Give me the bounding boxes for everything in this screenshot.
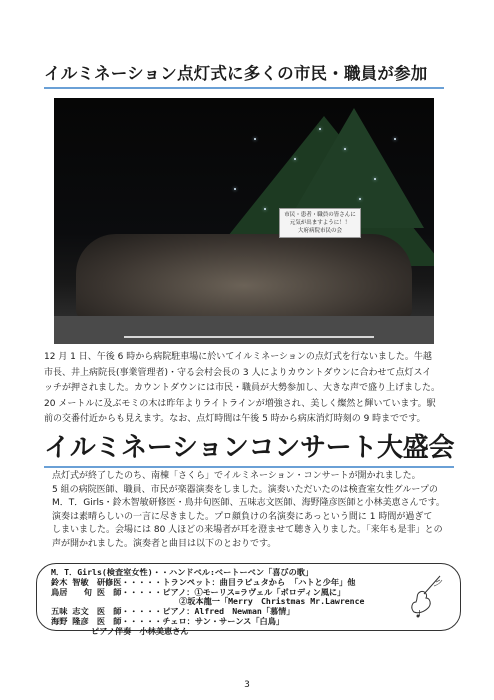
photo-light [294, 158, 296, 160]
paragraph-line: 前の交番付近からも見えます。なお、点灯時間は午後 5 時から病床消灯時刻の 9 時までです。 [44, 414, 426, 425]
photo-light [359, 198, 361, 200]
paragraph-line: M．T．Girls・鈴木智敏研修医・鳥井旬医師、五味志文医師、海野隆彦医師と小林美恵さんです。 [52, 498, 445, 509]
banner-line: 市民・患者・職員の皆さんに [284, 212, 356, 218]
program-item: ピアノ伴奏 小林美恵さん [91, 625, 189, 636]
paragraph-line: しまいました。会場には 80 人ほどの来場者が耳を澄ませて聴き入りました。「来年も是非」との [52, 525, 443, 536]
paragraph-line: 市長、井上病院長(事業管理者)・守る会村会長の 3 人によりカウントダウンに合わせて点灯スイ [44, 367, 432, 378]
concert-paragraph [52, 470, 464, 552]
concert-program-box [36, 563, 461, 636]
page-number: 3 [244, 680, 250, 690]
photo-light [264, 208, 266, 210]
paragraph-line: 点灯式が終了したのち、南棟「さくら」でイルミネーション・コンサートが開かれました。 [52, 471, 421, 481]
headline-illumination-lighting: イルミネーション点灯式に多くの市民・職員が参加 [44, 60, 444, 89]
photo-light [319, 128, 321, 130]
paragraph-line: 5 組の病院医師、職員、市民が楽器演奏をしました。演奏いただいたのは検査室女性グループの [52, 484, 438, 495]
banner-line: 大府病院市民の会 [297, 228, 342, 234]
paragraph-line: 12 月 1 日、午後 6 時から病院駐車場に於いてイルミネーションの点灯式を行ないました。牛越 [44, 352, 432, 362]
lighting-ceremony-paragraph [44, 350, 456, 428]
headline-illumination-concert: イルミネーションコンサート大盛会 [44, 427, 454, 468]
photo-light [234, 188, 236, 190]
event-group-photo [54, 98, 434, 344]
banner-line: 元気が出ますように！！ [289, 220, 351, 226]
paragraph-line: 20 メートルに及ぶモミの木は昨年よりライトラインが増強され、美しく燦然と輝いています。駅 [44, 398, 436, 409]
program-item: 海野 隆彦 医 師・・・・・チェロ：サン・サーンス「白鳥」 [51, 615, 285, 626]
photo-parking-line [124, 336, 374, 338]
photo-banner [279, 208, 361, 238]
program-item: ②坂本龍一「Merry Christmas Mr.Lawrence [179, 596, 365, 607]
paragraph-line: ッチが押されました。カウントダウンには市民・職員が大勢参加し、大きな声で盛り上げました。 [44, 383, 441, 394]
paragraph-line: 演奏は素晴らしいの一言に尽きました。プロ顔負けの名演奏にあっという間に 1 時間が過ぎて [52, 511, 433, 522]
program-item: M．T．Girls(検査室女性)・・ハンドベル:ベートーベン「喜びの歌」 [51, 567, 314, 577]
photo-ground [54, 316, 434, 344]
program-item: 鈴木 智敏 研修医・・・・・トランペット：曲目ラピュタから 「ハトと少年」他 [51, 576, 356, 587]
photo-light [254, 138, 256, 140]
photo-light [394, 138, 396, 140]
program-item: 五味 志文 医 師・・・・・ピアノ：Alfred Newman「慕情」 [51, 606, 295, 617]
violin-clipart-icon [406, 572, 446, 620]
photo-crowd [76, 234, 412, 320]
paragraph-line: 声が開かれました。演奏者と曲目は以下のとおりです。 [52, 538, 277, 549]
photo-light [374, 178, 376, 180]
program-item: 鳥居 旬 医 師・・・・・ピアノ：①モーリス=ラヴェル「ボロディン風に」 [51, 586, 346, 597]
photo-light [344, 148, 346, 150]
